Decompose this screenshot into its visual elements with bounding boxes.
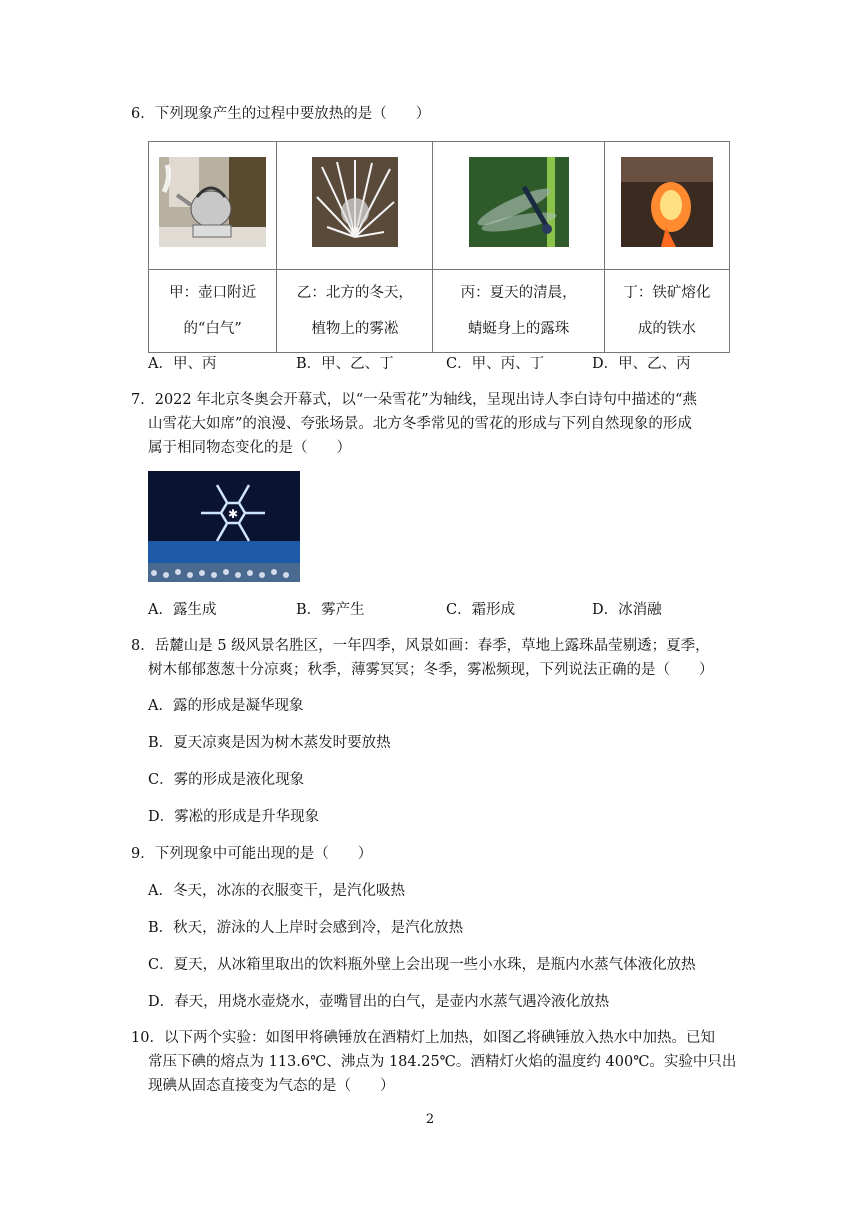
q7-option-d[interactable]: D．冰消融 <box>592 602 662 618</box>
q6-caption-bing: 丙：夏天的清晨， 蜻蜓身上的露珠 <box>433 270 604 353</box>
q7-option-b[interactable]: B．雾产生 <box>296 602 365 618</box>
q10-stem-line-3: 现碘从固态直接变为气态的是（ ） <box>148 1078 395 1094</box>
q6-option-b[interactable]: B．甲、乙、丁 <box>296 356 394 372</box>
molten-iron-photo <box>621 157 713 251</box>
q8-option-b[interactable]: B．夏天凉爽是因为树木蒸发时要放热 <box>148 735 391 751</box>
q6-cell-yi-image <box>277 142 433 270</box>
q9-option-b[interactable]: B．秋天，游泳的人上岸时会感到冷，是汽化放热 <box>148 920 464 936</box>
q6-caption-jia: 甲：壶口附近 的“白气” <box>149 270 277 353</box>
q7-stem-line-3: 属于相同物态变化的是（ ） <box>148 440 351 456</box>
q6-option-d[interactable]: D．甲、乙、丙 <box>592 356 691 372</box>
q8-stem-line-2: 树木郁郁葱葱十分凉爽；秋季，薄雾冥冥；冬季，雾凇频现，下列说法正确的是（ ） <box>148 662 714 678</box>
q6-cell-ding-image <box>604 142 729 270</box>
q8-option-c[interactable]: C．雾的形成是液化现象 <box>148 772 305 788</box>
q9-stem: 9．下列现象中可能出现的是（ ） <box>131 846 373 862</box>
q6-image-table <box>148 141 730 353</box>
dragonfly-dew-photo <box>469 157 569 251</box>
q7-stem-line-2: 山雪花大如席”的浪漫、夸张场景。北方冬季常见的雪花的形成与下列自然现象的形成 <box>148 416 692 432</box>
olympic-snowflake-photo <box>148 471 300 586</box>
q6-cell-jia-image <box>149 142 277 270</box>
q7-option-c[interactable]: C．霜形成 <box>446 602 516 618</box>
q10-stem-line-1: 10．以下两个实验：如图甲将碘锤放在酒精灯上加热，如图乙将碘锤放入热水中加热。已知 <box>131 1030 715 1046</box>
q7-stem-line-1: 7．2022 年北京冬奥会开幕式，以“一朵雪花”为轴线，呈现出诗人李白诗句中描述的“燕 <box>131 392 697 408</box>
q6-caption-yi: 乙：北方的冬天， 植物上的雾凇 <box>277 270 433 353</box>
q6-stem: 6．下列现象产生的过程中要放热的是（ ） <box>131 106 431 122</box>
q8-stem-line-1: 8．岳麓山是 5 级风景名胜区，一年四季，风景如画：春季，草地上露珠晶莹剔透；夏季， <box>131 638 710 654</box>
rime-plant-photo <box>312 157 398 251</box>
q10-stem-line-2: 常压下碘的熔点为 113.6℃、沸点为 184.25℃。酒精灯火焰的温度约 400℃。实验中只出 <box>148 1054 737 1070</box>
q9-option-a[interactable]: A．冬天，冰冻的衣服变干，是汽化吸热 <box>148 883 405 899</box>
q6-option-c[interactable]: C．甲、丙、丁 <box>446 356 545 372</box>
q9-option-c[interactable]: C．夏天，从冰箱里取出的饮料瓶外壁上会出现一些小水珠，是瓶内水蒸气体液化放热 <box>148 957 696 973</box>
q8-option-d[interactable]: D．雾凇的形成是升华现象 <box>148 809 320 825</box>
q6-cell-bing-image <box>433 142 604 270</box>
q6-option-a[interactable]: A．甲、丙 <box>148 356 217 372</box>
q7-option-a[interactable]: A．露生成 <box>148 602 217 618</box>
q6-caption-ding: 丁：铁矿熔化 成的铁水 <box>604 270 729 353</box>
page-number: 2 <box>425 1112 435 1127</box>
q9-option-d[interactable]: D．春天，用烧水壶烧水，壶嘴冒出的白气，是壶内水蒸气遇冷液化放热 <box>148 994 610 1010</box>
q8-option-a[interactable]: A．露的形成是凝华现象 <box>148 698 304 714</box>
kettle-steam-photo <box>159 157 266 251</box>
svg-text:✱: ✱ <box>227 507 239 521</box>
